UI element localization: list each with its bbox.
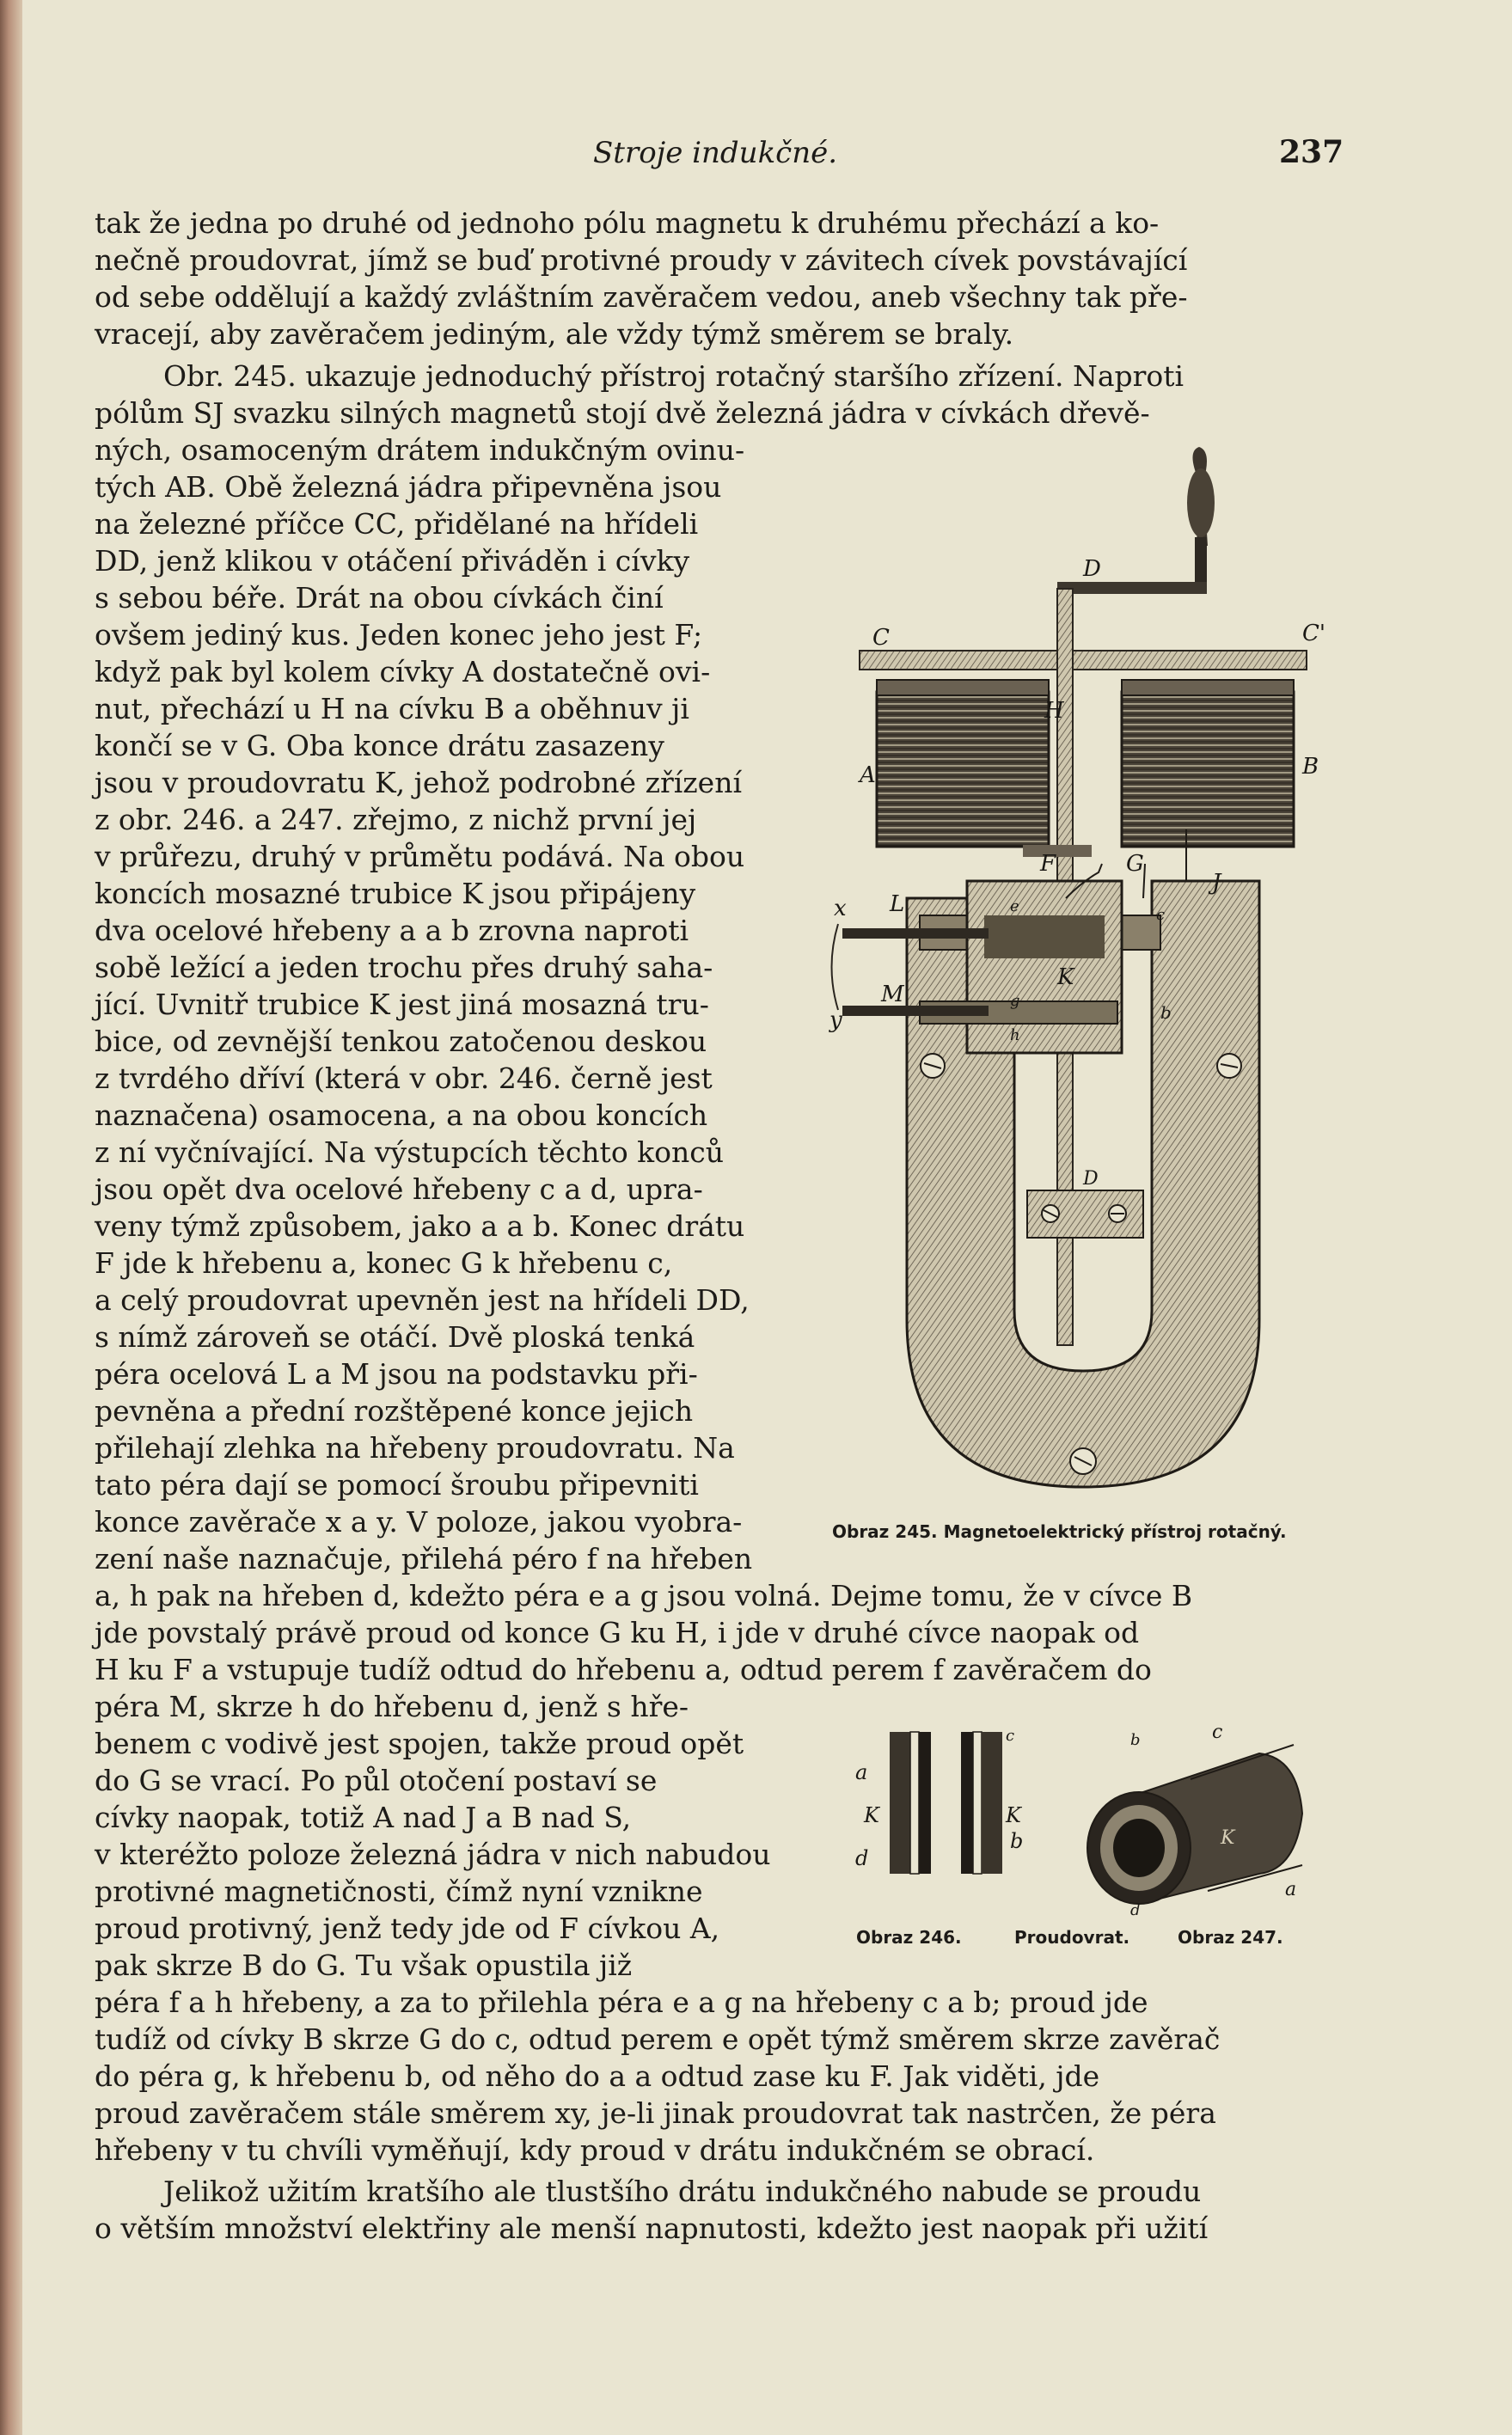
text-line: do G se vrací. Po půl otočení postaví se [95, 1764, 658, 1797]
figure-247-commutator-projection [1070, 1719, 1328, 1917]
text-line: dva ocelové hřebeny a a b zrovna naproti [95, 914, 689, 947]
figure-245-caption: Obraz 245. Magnetoelektrický přístroj rotačný. [832, 1521, 1287, 1542]
text-line: protivné magnetičnosti, čímž nyní vznikne [95, 1875, 703, 1908]
text-line: tak že jedna po druhé od jednoho pólu magnetu k druhému přechází a ko- [95, 206, 1160, 240]
fig246-label: d [855, 1846, 869, 1870]
text-line: z obr. 246. a 247. zřejmo, z nichž první jej [95, 803, 697, 836]
text-line: z tvrdého dříví (která v obr. 246. černě jest [95, 1061, 713, 1095]
fig247-label: c [1212, 1722, 1223, 1743]
fig245-label: D [1083, 556, 1101, 582]
text-line: naznačena) osamocena, a na obou koncích [95, 1098, 708, 1132]
text-line: bice, od zevnější tenkou zatočenou deskou [95, 1025, 707, 1058]
fig247-label: b [1130, 1731, 1141, 1749]
text-line: konce zavěrače x a y. V poloze, jakou vyobra- [95, 1505, 743, 1539]
fig245-label: D [1083, 1168, 1099, 1190]
text-line: v kteréžto poloze železná jádra v nich nabudou [95, 1838, 771, 1871]
fig246-label: a [855, 1760, 868, 1784]
figure-247-caption: Obraz 247. [1178, 1927, 1283, 1948]
fig245-label: H [1044, 698, 1064, 724]
text-line: přilehají zlehka na hřebeny proudovratu. Na [95, 1431, 735, 1465]
text-line: sobě ležící a jeden trochu přes druhý saha- [95, 951, 713, 984]
figures-shared-caption: Proudovrat. [1014, 1927, 1130, 1948]
text-line: když pak byl kolem cívky A dostatečně ovi- [95, 655, 711, 688]
text-line: od sebe oddělují a každý zvláštním zavěračem vedou, aneb všechny tak pře- [95, 280, 1188, 314]
text-line: pevněna a přední rozštěpené konce jejich [95, 1394, 694, 1428]
text-line: v průřezu, druhý v průmětu podává. Na obou [95, 840, 745, 873]
running-title: Stroje indukčné. [593, 136, 838, 170]
fig245-label: y [829, 1007, 842, 1033]
fig246-label: c [1006, 1727, 1015, 1745]
text-line: jící. Uvnitř trubice K jest jiná mosazná tru- [95, 988, 709, 1021]
text-line: nut, přechází u H na cívku B a oběhnuv ji [95, 692, 689, 725]
text-line: jde povstalý právě proud od konce G ku H, i jde v druhé cívce naopak od [95, 1616, 1140, 1649]
text-line: ovšem jediný kus. Jeden konec jeho jest F; [95, 618, 703, 652]
fig245-label: x [834, 896, 847, 921]
fig245-label: g [1010, 992, 1020, 1010]
fig245-label: C [872, 625, 890, 651]
text-line: F jde k hřebenu a, konec G k hřebenu c, [95, 1246, 673, 1280]
text-line: péra ocelová L a M jsou na podstavku při- [95, 1357, 698, 1391]
text-line: hřebeny v tu chvíli vyměňují, kdy proud v drátu indukčném se obrací. [95, 2133, 1095, 2167]
text-line: vracejí, aby zavěračem jediným, ale vždy týmž směrem se braly. [95, 317, 1014, 351]
fig245-label: c [1156, 906, 1166, 924]
text-line: tato péra dají se pomocí šroubu připevniti [95, 1468, 699, 1502]
figure-246-commutator-section [851, 1723, 1040, 1887]
fig247-label: a [1285, 1879, 1297, 1900]
text-line: ných, osamoceným drátem indukčným ovinu- [95, 433, 745, 467]
text-line: Obr. 245. ukazuje jednoduchý přístroj rotačný staršího zřízení. Naproti [163, 359, 1185, 393]
text-line: a, h pak na hřeben d, kdežto péra e a g jsou volná. Dejme tomu, že v cívce B [95, 1579, 1193, 1612]
text-line: benem c vodivě jest spojen, takže proud opět [95, 1727, 744, 1760]
machine-illustration [825, 434, 1375, 1526]
fig245-label: B [1302, 754, 1319, 780]
text-line: do péra g, k hřebenu b, od něho do a a odtud zase ku F. Jak viděti, jde [95, 2059, 1100, 2093]
fig245-label: A [860, 762, 876, 788]
text-line: pólům SJ svazku silných magnetů stojí dvě železná jádra v cívkách dřevě- [95, 396, 1150, 430]
text-line: o větším množství elektřiny ale menší napnutosti, kdežto jest naopak při užití [95, 2212, 1209, 2245]
fig247-label: d [1130, 1901, 1141, 1917]
text-line: péra M, skrze h do hřebenu d, jenž s hře- [95, 1690, 689, 1723]
fig245-label: b [1160, 1002, 1172, 1023]
text-line: proud zavěračem stále směrem xy, je-li jinak proudovrat tak nastrčen, že péra [95, 2096, 1216, 2130]
text-line: jsou v proudovratu K, jehož podrobné zřízení [95, 766, 743, 799]
text-line: z ní vyčnívající. Na výstupcích těchto konců [95, 1135, 725, 1169]
fig245-label: G [1126, 851, 1144, 877]
figure-246-caption: Obraz 246. [856, 1927, 962, 1948]
text-line: s nímž zároveň se otáčí. Dvě ploská tenká [95, 1320, 695, 1354]
text-line: pak skrze B do G. Tu však opustila již [95, 1949, 633, 1982]
text-line: a celý proudovrat upevněn jest na hřídeli DD, [95, 1283, 750, 1317]
text-line: DD, jenž klikou v otáčení přiváděn i cívky [95, 544, 690, 578]
fig245-label: e [1010, 897, 1019, 915]
text-line: na železné příčce CC, přidělané na hřídeli [95, 507, 699, 541]
figure-245-magnetoelectric-machine [825, 434, 1375, 1526]
text-line: proud protivný, jenž tedy jde od F cívkou A, [95, 1912, 720, 1945]
fig245-label: J [1212, 870, 1221, 896]
text-line: koncích mosazné trubice K jsou připájeny [95, 877, 696, 910]
fig246-label: K [864, 1803, 879, 1827]
text-line: tých AB. Obě železná jádra připevněna jsou [95, 470, 722, 504]
text-line: tudíž od cívky B skrze G do c, odtud perem e opět týmž směrem skrze zavěrač [95, 2022, 1221, 2056]
text-line: končí se v G. Oba konce drátu zasazeny [95, 729, 664, 762]
fig245-label: F [1040, 851, 1056, 877]
fig246-label: K [1006, 1803, 1021, 1827]
text-line: Jelikož užitím kratšího ale tlustšího drátu indukčného nabude se proudu [163, 2175, 1202, 2208]
text-line: zení naše naznačuje, přilehá péro f na hřeben [95, 1542, 753, 1575]
text-line: s sebou béře. Drát na obou cívkách činí [95, 581, 664, 615]
text-line: péra f a h hřebeny, a za to přilehla péra e a g na hřebeny c a b; proud jde [95, 1985, 1148, 2019]
fig245-label: h [1010, 1026, 1020, 1044]
text-line: cívky naopak, totiž A nad J a B nad S, [95, 1801, 632, 1834]
fig245-label: M [881, 982, 904, 1007]
text-line: jsou opět dva ocelové hřebeny c a d, upra- [95, 1172, 703, 1206]
text-line: veny týmž způsobem, jako a a b. Konec drátu [95, 1209, 745, 1243]
book-binding-edge [0, 0, 22, 2435]
fig247-label: K [1221, 1827, 1235, 1849]
text-line: nečně proudovrat, jímž se buď protivné proudy v závitech cívek povstávající [95, 243, 1188, 277]
fig246-label: b [1010, 1829, 1024, 1853]
page-number: 237 [1279, 134, 1344, 170]
fig245-label: K [1057, 964, 1074, 990]
fig245-label: L [890, 891, 905, 917]
text-line: H ku F a vstupuje tudíž odtud do hřebenu a, odtud perem f zavěračem do [95, 1653, 1152, 1686]
fig245-label: C' [1302, 621, 1326, 646]
